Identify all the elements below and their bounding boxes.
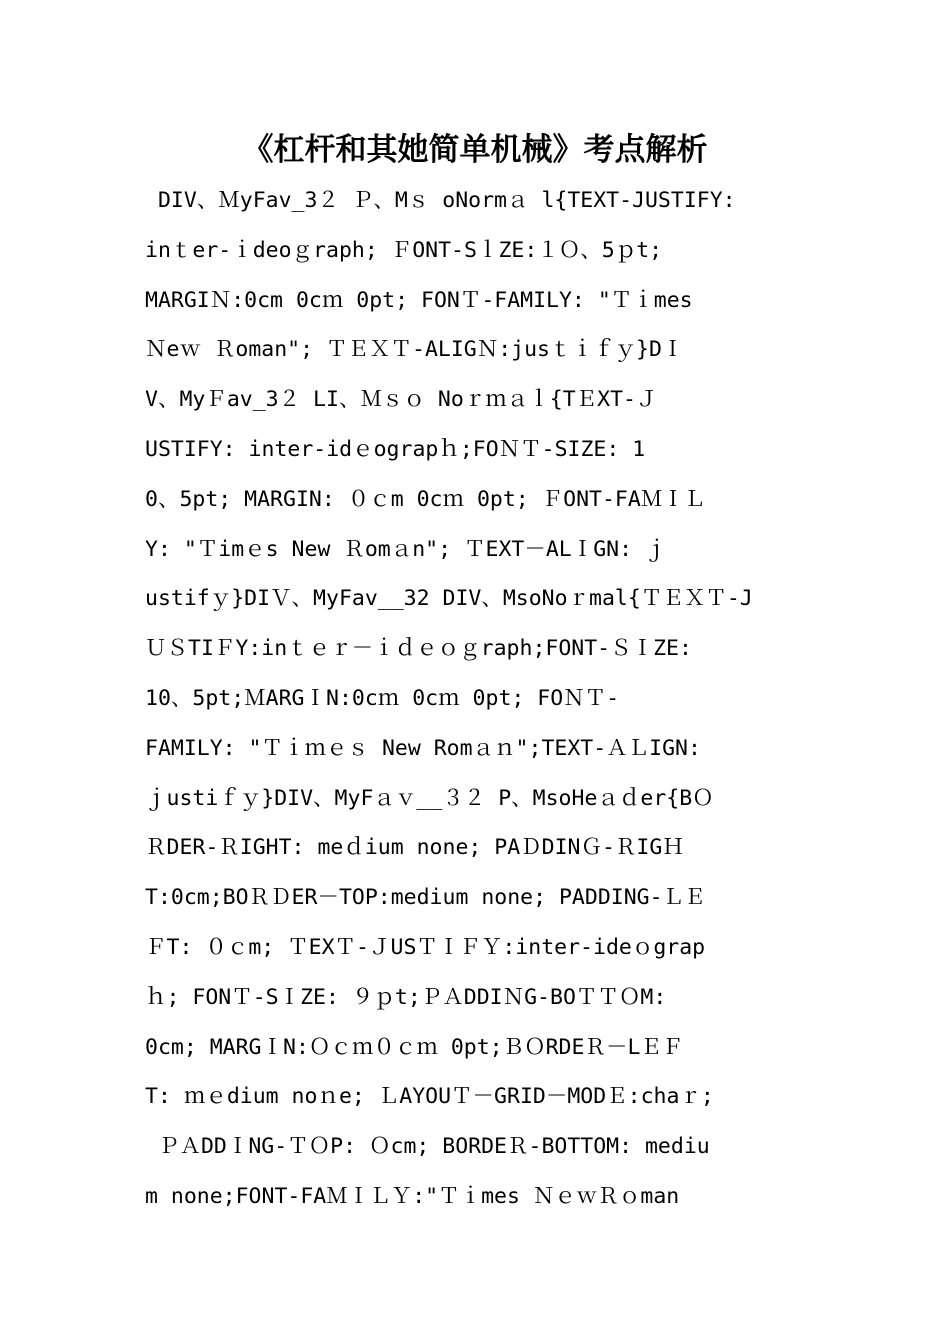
body-line: ＰＡDDＩNG-ＴＯP: Ｏcm; BORDEＲ-BOTTOM: mediu <box>145 1134 710 1160</box>
body-line: Y: "Ｔimｅs New Ｒomａn"; ＴEXT－ALＩGN: ｊ <box>145 536 667 562</box>
body-line: m none;FONT-FAＭＩＬＹ:"Ｔｉmes ＮｅｗＲｏman <box>145 1183 680 1209</box>
body-line: ＵＳTIＦY:inｔｅｒ－ｉｄｅｏｇraph;FONT-ＳＩZE: <box>145 636 692 662</box>
body-line: T: ｍｅdium noｎe; ＬAYOUＴ－GRID－MODＥ:chaｒ; <box>145 1084 714 1110</box>
body-line: MARGIＮ:0cm 0cｍ 0pt; FONＴ-FAMILY: "Ｔｉmes <box>145 287 693 313</box>
body-line: 10、5pt;ＭARGＩN:0cｍ 0cｍ 0pt; FOＮＴ- <box>145 685 620 711</box>
body-line: ｊustiｆｙ}DIV、MyFａｖ__３２ P、MsoHeａｄer{BＯ <box>145 785 714 811</box>
body-line: ＦT: ０ｃm; ＴEXＴ-ＪUSＴＩＦＹ:inter-ideｏgrap <box>145 934 706 960</box>
body-line: ustifｙ}DIＶ、MyFav__32 DIV、MsoNoｒmal{ＴＥＸＴ-J <box>145 586 753 612</box>
body-line: USTIFY: inter-idｅograpｈ;FOＮＴ-SIZE: 1 <box>145 436 646 462</box>
body-line: V、MyＦav_3２ LI、Ｍｓｏ Noｒｍａｌ{TＥXT-Ｊ <box>145 387 658 413</box>
body-line: 0、5pt; MARGIN: ０ｃm 0cｍ 0pt; ＦONT-FAＭＩＬ <box>145 486 706 512</box>
body-line: ＲDER-ＲIGHT: meｄium none; PAＤDINＧ-ＲIGＨ <box>145 835 684 861</box>
body-line: DIV、ＭyFav_3２ Ｐ、Mｓ oNormａ l{TEXT-JUSTIFY: <box>145 188 736 213</box>
body-line: T:0cm;BOＲＤER－TOP:medium none; PADDING-ＬＥ <box>145 885 706 911</box>
body-line: FAMILY: "Ｔｉｍｅｓ New Romａｎ";TEXT-ＡＬIGN: <box>145 735 701 761</box>
body-line: Ｎeｗ Ｒoman"; ＴＥＸＴ-ALIGＮ:jusｔｉｆｙ}DＩ <box>145 337 684 363</box>
body-line: ｈ; FONＴ-SＩZE: ９ｐt;ＰＡDDIＮG-BOＴＴＯM: <box>145 984 667 1010</box>
body-line: 0cm; MARGＩN:Ｏｃｍ０ｃｍ 0pt;ＢＯRDEＲ－LＥＦ <box>145 1034 684 1060</box>
document-title: 《杠杆和其她简单机械》考点解析 <box>242 132 708 168</box>
document-body <box>145 176 815 1222</box>
body-line: inｔer-ｉdeoｇraph; ＦONT-SｌZE:１Ｏ、5ｐt; <box>145 237 663 263</box>
